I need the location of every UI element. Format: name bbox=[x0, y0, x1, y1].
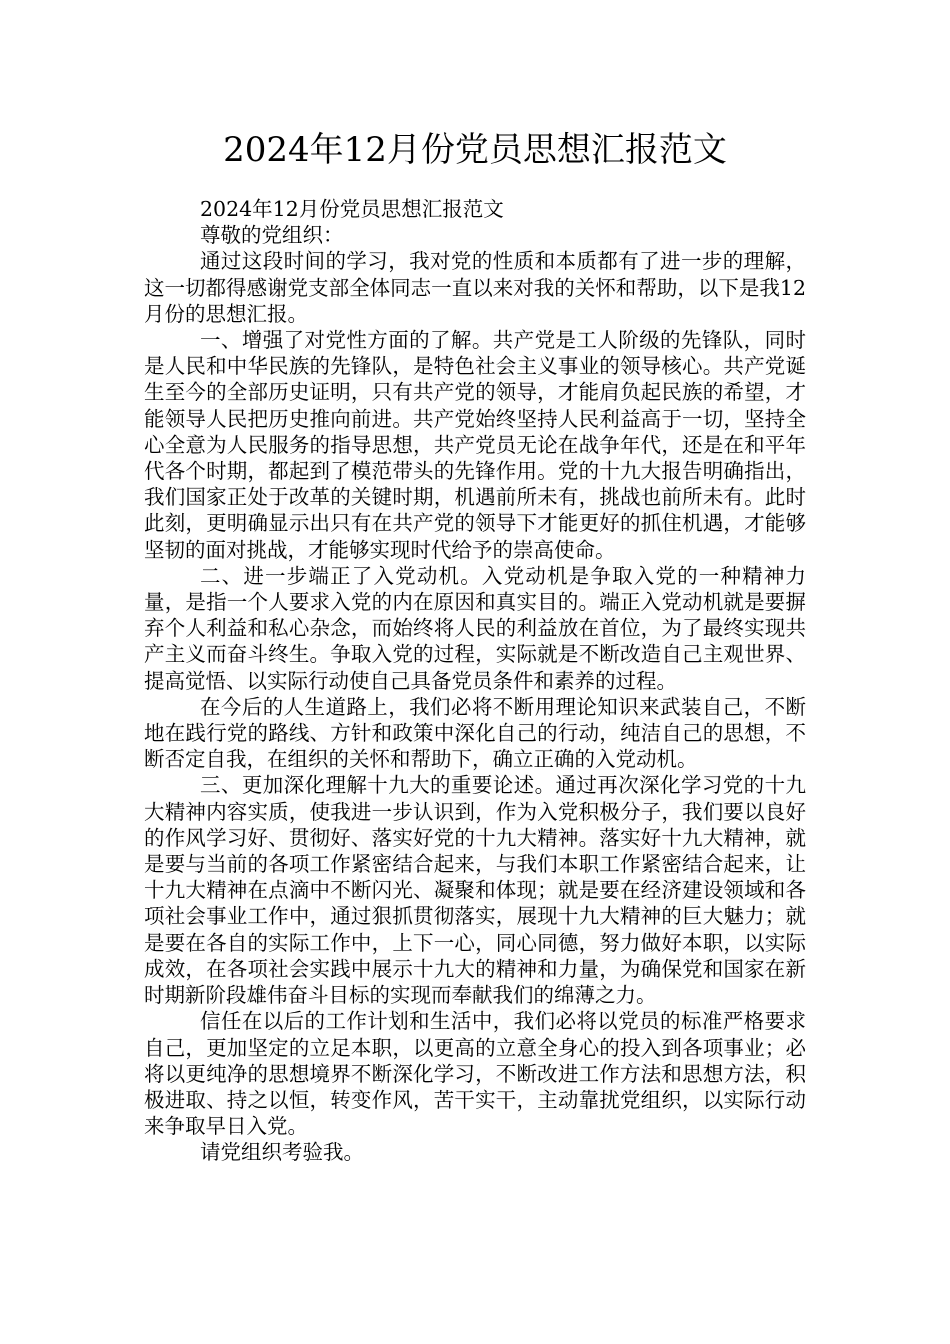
paragraph-section-three: 三、更加深化理解十九大的重要论述。通过再次深化学习党的十九大精神内容实质，使我进一步认识到，作为入党积极分子，我们要以良好的作风学习好、贯彻好、落实好党的十九大精神。落实好十九大精神，就是要与当前的各项工作紧密结合起来，与我们本职工作紧密结合起来，让十九大精神在点滴中不断闪光、凝聚和体现；就是要在经济建设领域和各项社会事业工作中，通过狠抓贯彻落实，展现十九大精神的巨大魅力；就是要在各自的实际工作中，上下一心，同心同德，努力做好本职，以实际成效，在各项社会实践中展示十九大的精神和力量，为确保党和国家在新时期新阶段雄伟奋斗目标的实现而奉献我们的绵薄之力。 bbox=[144, 773, 806, 1008]
paragraph-subtitle: 2024年12月份党员思想汇报范文 bbox=[200, 197, 504, 221]
paragraph-commitment: 信任在以后的工作计划和生活中，我们必将以党员的标准严格要求自己，更加坚定的立足本职，以更高的立意全身心的投入到各项事业；必将以更纯净的思想境界不断深化学习，不断改进工作方法和思想方法，积极进取、持之以恒，转变作风，苦干实干，主动靠扰党组织，以实际行动来争取早日入党。 bbox=[144, 1009, 806, 1139]
paragraph-future-path: 在今后的人生道路上，我们必将不断用理论知识来武装自己，不断地在践行党的路线、方针和政策中深化自己的行动，纯洁自己的思想，不断否定自我，在组织的关怀和帮助下，确立正确的入党动机。 bbox=[144, 694, 806, 772]
document-body bbox=[144, 196, 806, 1166]
paragraph-closing: 请党组织考验我。 bbox=[200, 1140, 364, 1165]
paragraph-section-one: 一、增强了对党性方面的了解。共产党是工人阶级的先锋队，同时是人民和中华民族的先锋队，是特色社会主义事业的领导核心。共产党诞生至今的全部历史证明，只有共产党的领导，才能肩负起民族的希望，才能领导人民把历史推向前进。共产党始终坚持人民利益高于一切，坚持全心全意为人民服务的指导思想，共产党员无论在战争年代，还是在和平年代各个时期，都起到了模范带头的先锋作用。党的十九大报告明确指出，我们国家正处于改革的关键时期，机遇前所未有，挑战也前所未有。此时此刻，更明确显示出只有在共产党的领导下才能更好的抓住机遇，才能够坚韧的面对挑战，才能够实现时代给予的崇高使命。 bbox=[144, 328, 806, 562]
paragraph-intro: 通过这段时间的学习，我对党的性质和本质都有了进一步的理解，这一切都得感谢党支部全体同志一直以来对我的关怀和帮助，以下是我12月份的思想汇报。 bbox=[144, 249, 806, 326]
paragraph-section-two: 二、进一步端正了入党动机。入党动机是争取入党的一种精神力量，是指一个人要求入党的内在原因和真实目的。端正入党动机就是要摒弃个人利益和私心杂念，而始终将人民的利益放在首位，为了最终实现共产主义而奋斗终生。争取入党的过程，实际就是不断改造自己主观世界、提高觉悟、以实际行动使自己具备党员条件和素养的过程。 bbox=[144, 563, 806, 693]
document-title: 2024年12月份党员思想汇报范文 bbox=[223, 130, 727, 170]
paragraph-salutation: 尊敬的党组织： bbox=[200, 223, 344, 248]
